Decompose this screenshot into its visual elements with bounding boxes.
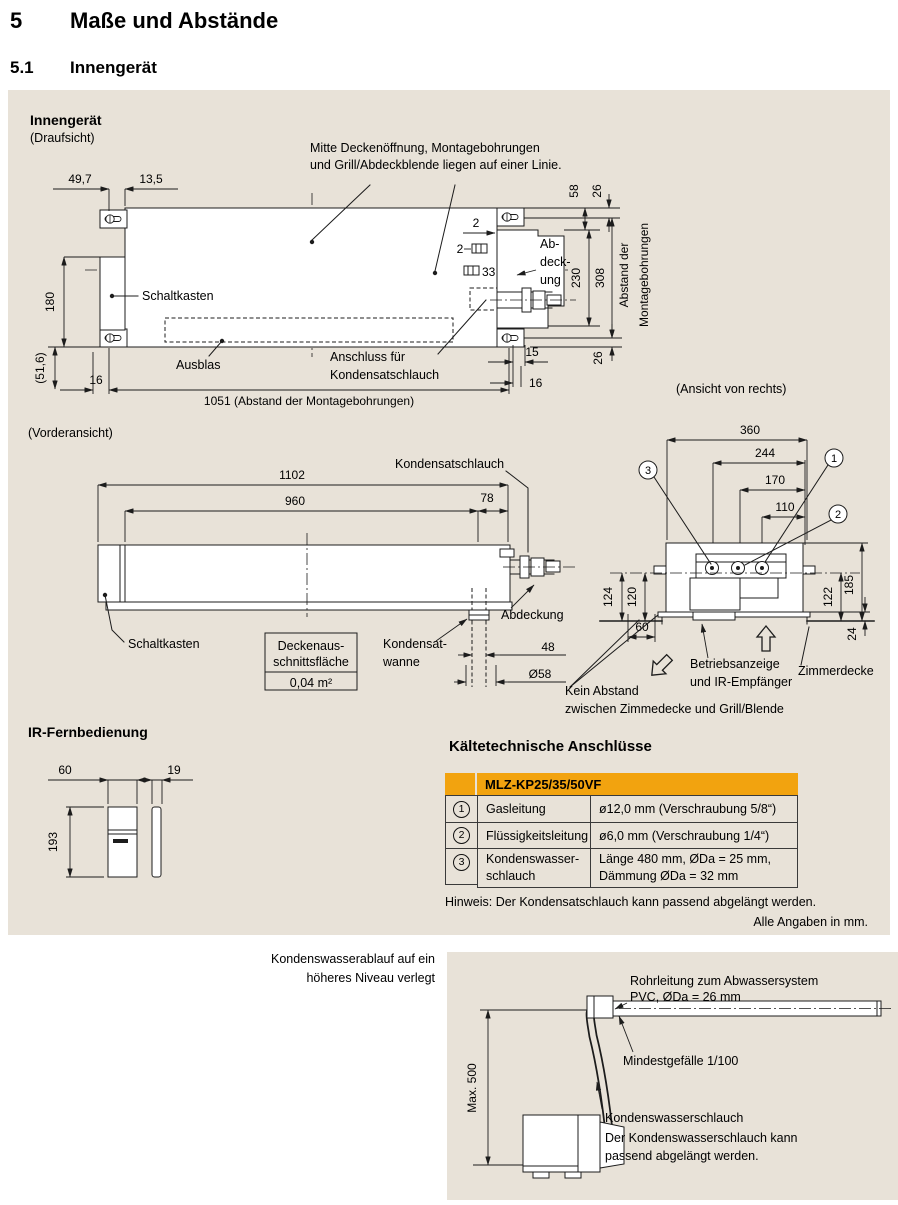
drain-drawing — [465, 974, 891, 1178]
label-pvc: PVC, ØDa = 26 mm — [630, 990, 741, 1004]
table-title: Kältetechnische Anschlüsse — [449, 738, 652, 755]
dim-max-500: Max. 500 — [465, 1063, 479, 1113]
down-left-arrow-icon — [645, 651, 675, 681]
label-schaltkasten-front: Schaltkasten — [128, 637, 200, 651]
section-number: 5.1 — [10, 58, 34, 77]
table-row1-name: Gasleitung — [477, 795, 590, 822]
table-row3-name-line2: schlauch — [486, 868, 536, 883]
label-deckenausschnitt-line1: Deckenaus- — [277, 639, 345, 653]
dim-308: 308 — [593, 267, 607, 289]
label-anschluss-line1: Anschluss für — [330, 350, 406, 364]
label-betriebsanzeige-line1: Betriebsanzeige — [690, 657, 780, 671]
chapter-number: 5 — [10, 8, 23, 33]
drain-diagram — [447, 952, 898, 1200]
dim-185: 185 — [842, 574, 856, 596]
table-header-model: MLZ-KP25/35/50VF — [477, 773, 798, 795]
label-kondensatschlauch: Kondensatschlauch — [395, 457, 505, 471]
label-zimmerdecke: Zimmerdecke — [798, 664, 874, 678]
label-schlauch-note-line1: Der Kondenswasserschlauch kann — [605, 1131, 798, 1145]
dim-51-6: (51,6) — [33, 352, 47, 384]
dim-diameter-58: Ø58 — [528, 667, 552, 681]
label-kein-abstand-line2: zwischen Zimmedecke und Grill/Blende — [565, 702, 784, 716]
dim-24: 24 — [845, 627, 859, 641]
front-view-drawing — [98, 457, 575, 690]
label-kein-abstand-line1: Kein Abstand — [565, 684, 639, 698]
label-rohrleitung: Rohrleitung zum Abwassersystem — [630, 974, 819, 988]
label-kondenswasserschlauch: Kondenswasserschlauch — [605, 1111, 744, 1125]
drain-caption — [255, 950, 435, 988]
dim-60-gap: 60 — [635, 620, 649, 634]
label-deckenausschnitt-line2: schnittsfläche — [273, 655, 349, 669]
table-row1-num — [445, 795, 477, 822]
dim-360: 360 — [739, 423, 761, 437]
label-ausblas: Ausblas — [176, 358, 221, 372]
label-abdeckung-line1: Ab- — [540, 237, 560, 251]
right-view-subtitle: (Ansicht von rechts) — [676, 382, 787, 396]
table-row3-value-line2: Dämmung ØDa = 32 mm — [599, 868, 739, 883]
callout-3-badge: 3 — [453, 854, 470, 871]
table-row3-value-line1: Länge 480 mm, ØDa = 25 mm, — [599, 852, 771, 866]
drain-caption-line2: höheres Niveau verlegt — [306, 970, 435, 985]
label-schaltkasten-top: Schaltkasten — [142, 289, 214, 303]
dim-124: 124 — [601, 586, 615, 608]
callout-2-badge: 2 — [453, 827, 470, 844]
table-row3-num — [445, 848, 477, 885]
table-row2-value: ø6,0 mm (Verschraubung 1/4“) — [590, 822, 798, 848]
top-view-subtitle: (Draufsicht) — [30, 131, 95, 145]
dim-26-top: 26 — [590, 184, 604, 198]
alignment-note-line1: Mitte Deckenöffnung, Montagebohrungen — [310, 141, 540, 155]
dim-16-right: 16 — [529, 376, 543, 390]
label-anschluss-line2: Kondensatschlauch — [330, 368, 440, 382]
remote-title: IR-Fernbedienung — [28, 724, 148, 740]
callout-1-icon: 1 — [830, 453, 838, 465]
dim-2-top: 2 — [472, 216, 480, 230]
table-row1-value: ø12,0 mm (Verschraubung 5/8“) — [590, 795, 798, 822]
label-abdeckung-front: Abdeckung — [501, 608, 564, 622]
label-abstand-line1: Abstand der — [617, 242, 631, 308]
right-view-drawing — [565, 423, 874, 716]
dim-110: 110 — [775, 500, 795, 514]
dim-244: 244 — [754, 446, 776, 460]
dim-1051: 1051 (Abstand der Montagebohrungen) — [203, 394, 415, 408]
table-note: Hinweis: Der Kondensatschlauch kann passend abgelängt werden. — [445, 895, 817, 909]
front-view-subtitle: (Vorderansicht) — [28, 426, 113, 440]
table-row3-value — [590, 848, 798, 888]
dim-170: 170 — [764, 473, 786, 487]
table-row3-name-line1: Kondenswasser- — [486, 852, 580, 866]
dim-13-5: 13,5 — [139, 172, 163, 186]
table-row2-name: Flüssigkeitsleitung — [477, 822, 590, 848]
label-abstand-line2: Montagebohrungen — [637, 222, 651, 328]
dim-remote-depth: 19 — [167, 763, 181, 777]
table-row3-name — [477, 848, 590, 888]
drain-diagram-box — [447, 952, 898, 1200]
table-row2-num — [445, 822, 477, 848]
label-mindestgefaelle: Mindestgefälle 1/100 — [623, 1054, 739, 1068]
dim-78: 78 — [480, 491, 494, 505]
dim-33: 33 — [482, 265, 496, 279]
section-title: Innengerät — [70, 58, 157, 77]
dim-15: 15 — [525, 345, 539, 359]
chapter-title: Maße und Abstände — [70, 8, 279, 33]
dim-1102: 1102 — [279, 468, 305, 482]
dim-180: 180 — [43, 291, 57, 313]
label-kondensatwanne-line1: Kondensat- — [383, 637, 447, 651]
drain-caption-line1: Kondenswasserablauf auf ein — [270, 952, 435, 966]
dimensions-panel — [8, 90, 890, 935]
dim-remote-height: 193 — [46, 831, 60, 853]
dim-230: 230 — [569, 267, 583, 289]
table-header-numcol — [445, 773, 477, 795]
callout-1-badge: 1 — [453, 801, 470, 818]
dim-960: 960 — [284, 494, 306, 508]
label-deckenausschnitt-value: 0,04 m² — [289, 676, 333, 690]
dim-16-left: 16 — [89, 373, 103, 387]
dim-remote-width: 60 — [58, 763, 72, 777]
callout-3-icon: 3 — [644, 465, 652, 477]
up-arrow-icon — [757, 626, 775, 651]
top-view-title: Innengerät — [30, 112, 102, 128]
label-abdeckung-line2: deck- — [540, 255, 571, 269]
connections-table — [445, 773, 798, 888]
label-abdeckung-line3: ung — [540, 273, 561, 287]
top-view-drawing — [33, 141, 651, 408]
dim-26-bottom: 26 — [591, 351, 605, 365]
label-kondensatwanne-line2: wanne — [383, 655, 420, 669]
callout-2-icon: 2 — [834, 509, 842, 521]
remote-drawing — [46, 763, 193, 877]
dim-48: 48 — [541, 640, 555, 654]
alignment-note-line2: und Grill/Abdeckblende liegen auf einer Linie. — [310, 158, 562, 172]
dim-49-7: 49,7 — [68, 172, 92, 186]
label-schlauch-note-line2: passend abgelängt werden. — [605, 1149, 759, 1163]
dim-120: 120 — [625, 586, 639, 608]
dim-122: 122 — [821, 586, 835, 608]
label-betriebsanzeige-line2: und IR-Empfänger — [690, 675, 793, 689]
dim-2-mid: 2 — [456, 242, 464, 256]
units-note: Alle Angaben in mm. — [753, 915, 868, 929]
dim-58: 58 — [567, 184, 581, 198]
